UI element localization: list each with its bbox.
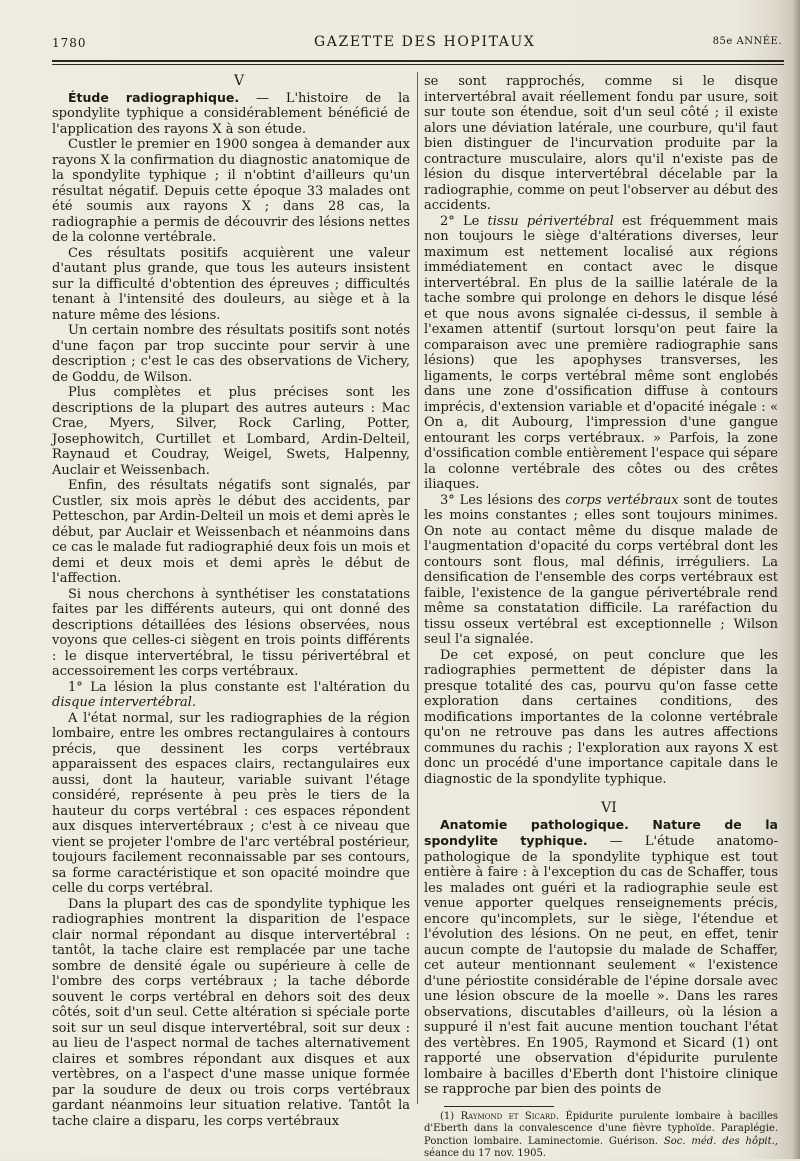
paragraph: Un certain nombre des résultats positifs sont notés d'une façon par trop succinte pour servir à une description ; c'est le cas des observations de Vichery, de Goddu, de Wilson. bbox=[52, 323, 410, 385]
right-column bbox=[424, 74, 778, 1161]
paragraph: se sont rapprochés, comme si le disque intervertébral avait réellement fondu par usure, soit sur toute son étendue, soit d'un seul côté ; il existe alors une déviation latérale, une courbure, qu'il faut bien distinguer de l'incurvation produite par la contracture musculaire, alors qu'il n'existe pas de lésion du disque intervertébral décelable par la radiographie, comme on peut l'observer au début des accidents. bbox=[424, 74, 778, 213]
paragraph: Anatomie pathologique. Nature de la spondylite typhique. — L'étude anatomo-pathologique de la spondylite typhique est tout entière à faire : à l'exception du cas de Schaffer, tous les malades ont guéri et la radiographie seule est venue apporter quelques renseignements précis, encore qu'incomplets, sur le siège, l'étendue et l'évolution des lésions. On ne peut, en effet, tenir aucun compte de l'autopsie du malade de Schaffer, cet auteur mentionnant seulement « l'existence d'une périostite considérable de l'épine dorsale avec une lésion obscure de la moelle ». Dans les rares observations, discutables d'ailleurs, où la lésion a suppuré il n'est fait aucune mention touchant l'état des vertèbres. En 1905, Raymond et Sicard (1) ont rapporté une observation d'épidurite purulente lombaire à bacilles d'Eberth dont l'histoire clinique se rapproche par bien des points de bbox=[424, 816, 778, 1097]
header-rule-thin bbox=[52, 64, 784, 65]
journal-title: GAZETTE DES HOPITAUX bbox=[314, 34, 536, 50]
paragraph: De cet exposé, on peut conclure que les radiographies permettent de dépister dans la presque totalité des cas, pourvu qu'on fasse cette exploration dans certaines conditions, des modifications importantes de la colonne vertébrale qu'on ne retrouve pas dans les autres affections communes du rachis ; l'exploration aux rayons X est donc un procédé d'une importance capitale dans le diagnostic de la spondylite typhique. bbox=[424, 647, 778, 787]
column-divider bbox=[417, 72, 418, 1104]
left-column bbox=[52, 74, 410, 1129]
paragraph: Plus complètes et plus précises sont les descriptions de la plupart des autres auteurs : Mac Crae, Myers, Silver, Rock Carling, Potter, Josephowitch, Curtillet et Lombard, Ardin-Delteil, Raynaud et Coudray, Weigel, Swets, Halpenny, Auclair et Weissenbach. bbox=[52, 385, 410, 478]
header-rule bbox=[52, 60, 784, 62]
paragraph: Étude radiographique. — L'histoire de la spondylite typhique a considérablement bénéficié de l'application des rayons X à son étude. bbox=[52, 89, 410, 137]
paragraph: Dans la plupart des cas de spondylite typhique les radiographies montrent la disparition de l'espace clair normal répondant au disque intervertébral : tantôt, la tache claire est remplacée par une tache sombre de densité égale ou supérieure à celle de l'ombre des corps vertébraux ; la tache déborde souvent le corps vertébral en dehors soit des deux côtés, soit d'un seul. Cette altération si spéciale porte soit sur un seul disque intervertébral, soit sur deux : au lieu de l'aspect normal de taches alternativement claires et sombres répondant aux disques et aux vertèbres, on a l'aspect d'une masse unique formée par la soudure de deux ou trois corps vertébraux gardant néanmoins leur situation relative. Tantôt la tache claire a disparu, les corps vertébraux bbox=[52, 896, 410, 1129]
volume-year: 85e ANNÉE. bbox=[712, 36, 782, 47]
section-heading: Étude radiographique. bbox=[68, 89, 240, 105]
section-number: V bbox=[233, 73, 245, 89]
paragraph: Si nous cherchons à synthétiser les constatations faites par les différents auteurs, qui ont donné des descriptions détaillées des lésions observées, nous voyons que celles-ci siègent en trois points différents : le disque intervertébral, le tissu périvertébral et accessoirement les corps vertébraux. bbox=[52, 586, 410, 679]
paragraph: A l'état normal, sur les radiographies de la région lombaire, entre les ombres rectangulaires à contours précis, que dessinent les corps vertébraux apparaissent des espaces clairs, rectangulaires eux aussi, dont la hauteur, variable suivant l'étage considéré, représente à peu près le tiers de la hauteur du corps vertébral : ces espaces répondent aux disques intervertébraux ; c'est à ce niveau que vient se projeter l'ombre de l'arc vertébral postérieur, toujours facilement reconnaissable par ses contours, sa forme caractéristique et son opacité moindre que celle du corps vertébral. bbox=[52, 710, 410, 896]
paragraph: Ces résultats positifs acquièrent une valeur d'autant plus grande, que tous les auteurs insistent sur la difficulté d'obtention des épreuves ; difficultés tenant à l'intensité des douleurs, au siège et à la nature même des lésions. bbox=[52, 245, 410, 323]
page-header bbox=[52, 32, 784, 56]
footnote-rule bbox=[444, 1106, 554, 1107]
paragraph: Enfin, des résultats négatifs sont signalés, par Custler, six mois après le début des accidents, par Petteschon, par Ardin-Delteil un mois et demi après le début, par Auclair et Weissenbach et néanmoins dans ce cas le malade fut radiographié deux fois un mois et demi et deux mois et demi après le début de l'affection. bbox=[52, 478, 411, 586]
section-number: VI bbox=[601, 800, 617, 816]
paragraph: Custler le premier en 1900 songea à demander aux rayons X la confirmation du diagnostic anatomique de la spondylite typhique ; il n'obtint d'ailleurs qu'un résultat négatif. Depuis cette époque 33 malades ont été soumis aux rayons X ; dans 28 cas, la radiographie a permis de découvrir des lésions nettes de la colonne vertébrale. bbox=[52, 137, 410, 245]
section-heading: Anatomie pathologique. Nature de la spondylite typhique. bbox=[424, 816, 778, 848]
page-binding-edge bbox=[792, 0, 800, 1159]
paragraph: 3° Les lésions des corps vertébraux sont de toutes les moins constantes ; elles sont toujours minimes. On note au contact même du disque malade de l'augmentation d'opacité du corps vertébral dont les contours sont flous, mal définis, irréguliers. La densification de l'ensemble des corps vertébraux est faible, l'existence de la gangue périvertébrale rend même sa constatation difficile. La raréfaction du tissu osseux vertébral est exceptionnelle ; Wilson seul l'a signalée. bbox=[424, 492, 778, 647]
paragraph: 2° Le tissu périvertébral est fréquemment mais non toujours le siège d'altérations diverses, leur maximum est nettement localisé aux régions immédiatement en contact avec le disque intervertébral. En plus de la saillie latérale de la tache sombre qui prolonge en dehors le disque lésé et que nous avons signalée ci-dessus, il semble à l'examen attentif (surtout lorsqu'on peut faire la comparaison avec une première radiographie sans lésions) que les apophyses transverses, les ligaments, le corps vertébral même sont englobés dans une zone d'ossification diffuse à contours imprécis, d'extension variable et d'opacité inégale : « On a, dit Aubourg, l'impression d'une gangue entourant les corps vertébraux. » Parfois, la zone d'ossification comble entièrement l'espace qui sépare la colonne vertébrale des côtes ou des crêtes iliaques. bbox=[424, 213, 778, 492]
paragraph: 1° La lésion la plus constante est l'altération du disque intervertébral. bbox=[52, 679, 410, 710]
page-number: 1780 bbox=[52, 36, 87, 50]
footnote: (1) Raymond et Sicard. Épidurite purulente lombaire à bacilles d'Eberth dans la convalescence d'une fièvre typhoïde. Paraplégie. Ponction lombaire. Laminectomie. Guérison. Soc. méd. des hôpit., séance du 17 nov. 1905. bbox=[424, 1110, 779, 1159]
